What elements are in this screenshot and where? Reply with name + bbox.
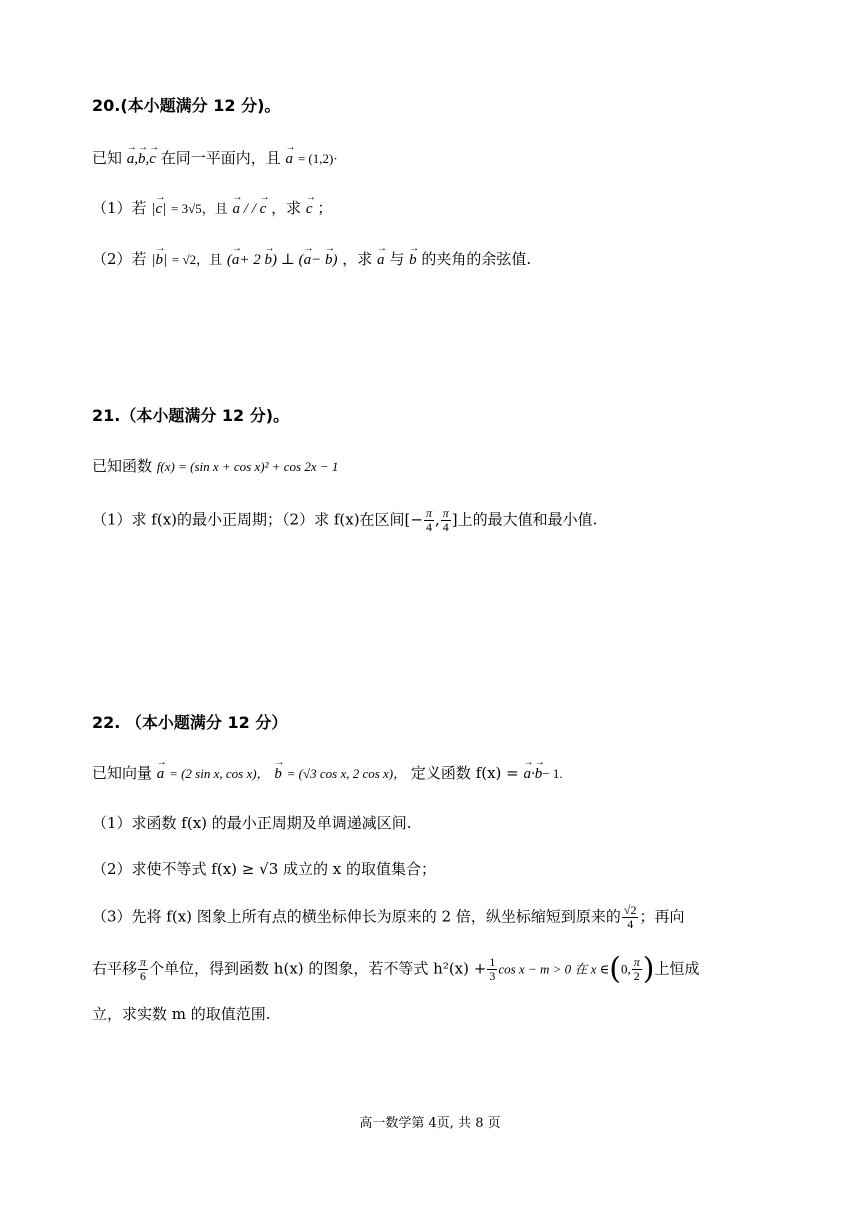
q22-intro-def: 定义函数 f(x) = <box>410 764 519 782</box>
q21-intro <box>92 454 338 479</box>
q20-intro-plane: 在同一平面内，且 <box>160 149 281 167</box>
q22-interval-close: ) <box>642 951 655 987</box>
q22-interval-zero: 0, <box>621 961 631 977</box>
q20-part1-find: ，求 <box>271 199 302 217</box>
q20-vectors: → a,→ b,→ c <box>127 151 156 167</box>
q20-title: 20.(本小题满分 12 分)。 <box>92 96 281 115</box>
q22-part3-text-a: （3）先将 f(x) 图象上所有点的横坐标伸长为原来的 2 倍，纵坐标缩短到原来的 <box>92 907 621 926</box>
q22-part3-line3: 立，求实数 m 的取值范围. <box>92 1005 271 1023</box>
q22-dot-product: → a·→ b <box>524 766 543 782</box>
q21-comma: , <box>435 510 440 529</box>
q22-part3-text-b: ；再向 <box>639 907 685 926</box>
q22-part3-text-d: 个单位，得到函数 h(x) 的图象，若不等式 h²(x) + <box>149 959 487 978</box>
q22-intro <box>92 761 563 786</box>
q22-intro-known: 已知向量 <box>92 764 153 782</box>
q20-intro-known: 已知 <box>92 149 123 167</box>
q22-title: 22. （本小题满分 12 分） <box>92 713 288 732</box>
q21-title: 21.（本小题满分 12 分)。 <box>92 406 290 425</box>
q22-interval-open: ( <box>609 951 621 987</box>
q20-part2-b: → b <box>409 248 417 272</box>
q21-frac-1: $\frac{\pi}{4}$ <box>425 506 432 534</box>
q22-part3-line2 <box>92 951 700 987</box>
q22-part3-text-g: 上恒成 <box>654 959 700 978</box>
q20-part2-end: 的夹角的余弦值. <box>421 250 532 268</box>
q20-intro-value: = (1,2)· <box>297 151 338 166</box>
q20-part1-abs-c: |→ c| <box>151 201 166 217</box>
page-footer: 高一数学第 4页, 共 8 页 <box>359 1116 501 1131</box>
q20-part2-perp: (→ a+ 2 → b) ⊥ (→ a− → b) <box>227 252 338 268</box>
q22-part1: （1）求函数 f(x) 的最小正周期及单调递减区间. <box>92 814 412 832</box>
q22-part2: （2）求使不等式 f(x) ≥ √3 成立的 x 的取值集合； <box>92 860 436 878</box>
q22-part3-text-e: cos x − m > 0 在 x ∈ <box>498 961 610 977</box>
q20-part1 <box>92 196 332 221</box>
q20-part2 <box>92 247 531 272</box>
q21-intro-text: 已知函数 <box>92 457 153 475</box>
q20-part2-find: ，求 <box>342 250 373 268</box>
q20-part1-cond: = 3√5，且 <box>171 201 228 216</box>
q20-part1-c: → c <box>306 197 313 221</box>
q20-part2-if: （2）若 <box>92 250 147 268</box>
q22-frac-pi-2: $\frac{\pi}{2}$ <box>633 955 640 983</box>
q22-vector-b: → b <box>274 762 282 786</box>
q21-formula: f(x) = (sin x + cos x)² + cos 2x − 1 <box>156 459 339 474</box>
q22-vector-a: → a <box>157 762 165 786</box>
q22-intro-end: − 1. <box>542 766 563 781</box>
q22-frac-pi-6: $\frac{\pi}{6}$ <box>140 955 147 983</box>
q20-part1-end: ； <box>317 199 333 217</box>
q20-intro <box>92 146 338 171</box>
q21-frac-2: $\frac{\pi}{4}$ <box>442 506 449 534</box>
q20-part2-cond: = √2，且 <box>171 252 223 267</box>
q20-part2-and: 与 <box>389 250 405 268</box>
q22-frac-sqrt2-4: $\frac{√2}{4}$ <box>623 903 637 931</box>
q22-vector-b-expr: = (√3 cos x, 2 cos x)， <box>286 766 407 781</box>
q20-part2-abs-b: |→ b| <box>151 252 167 268</box>
q20-part2-a: → a <box>377 248 385 272</box>
q21-parts-end: ]上的最大值和最小值. <box>451 510 598 529</box>
q20-part1-parallel: → a / / → c <box>233 201 267 217</box>
q21-parts <box>92 507 597 534</box>
q20-vector-a: → a <box>286 147 294 171</box>
q22-frac-1-3: $\frac{1}{3}$ <box>489 955 496 983</box>
q21-parts-text: （1）求 f(x)的最小正周期；（2）求 f(x)在区间[− <box>92 510 423 529</box>
q22-vector-a-expr: = (2 sin x, cos x)， <box>169 766 270 781</box>
q22-part3-text-c: 右平移 <box>92 959 138 978</box>
q20-part1-if: （1）若 <box>92 199 147 217</box>
q22-part3-line1 <box>92 904 685 931</box>
